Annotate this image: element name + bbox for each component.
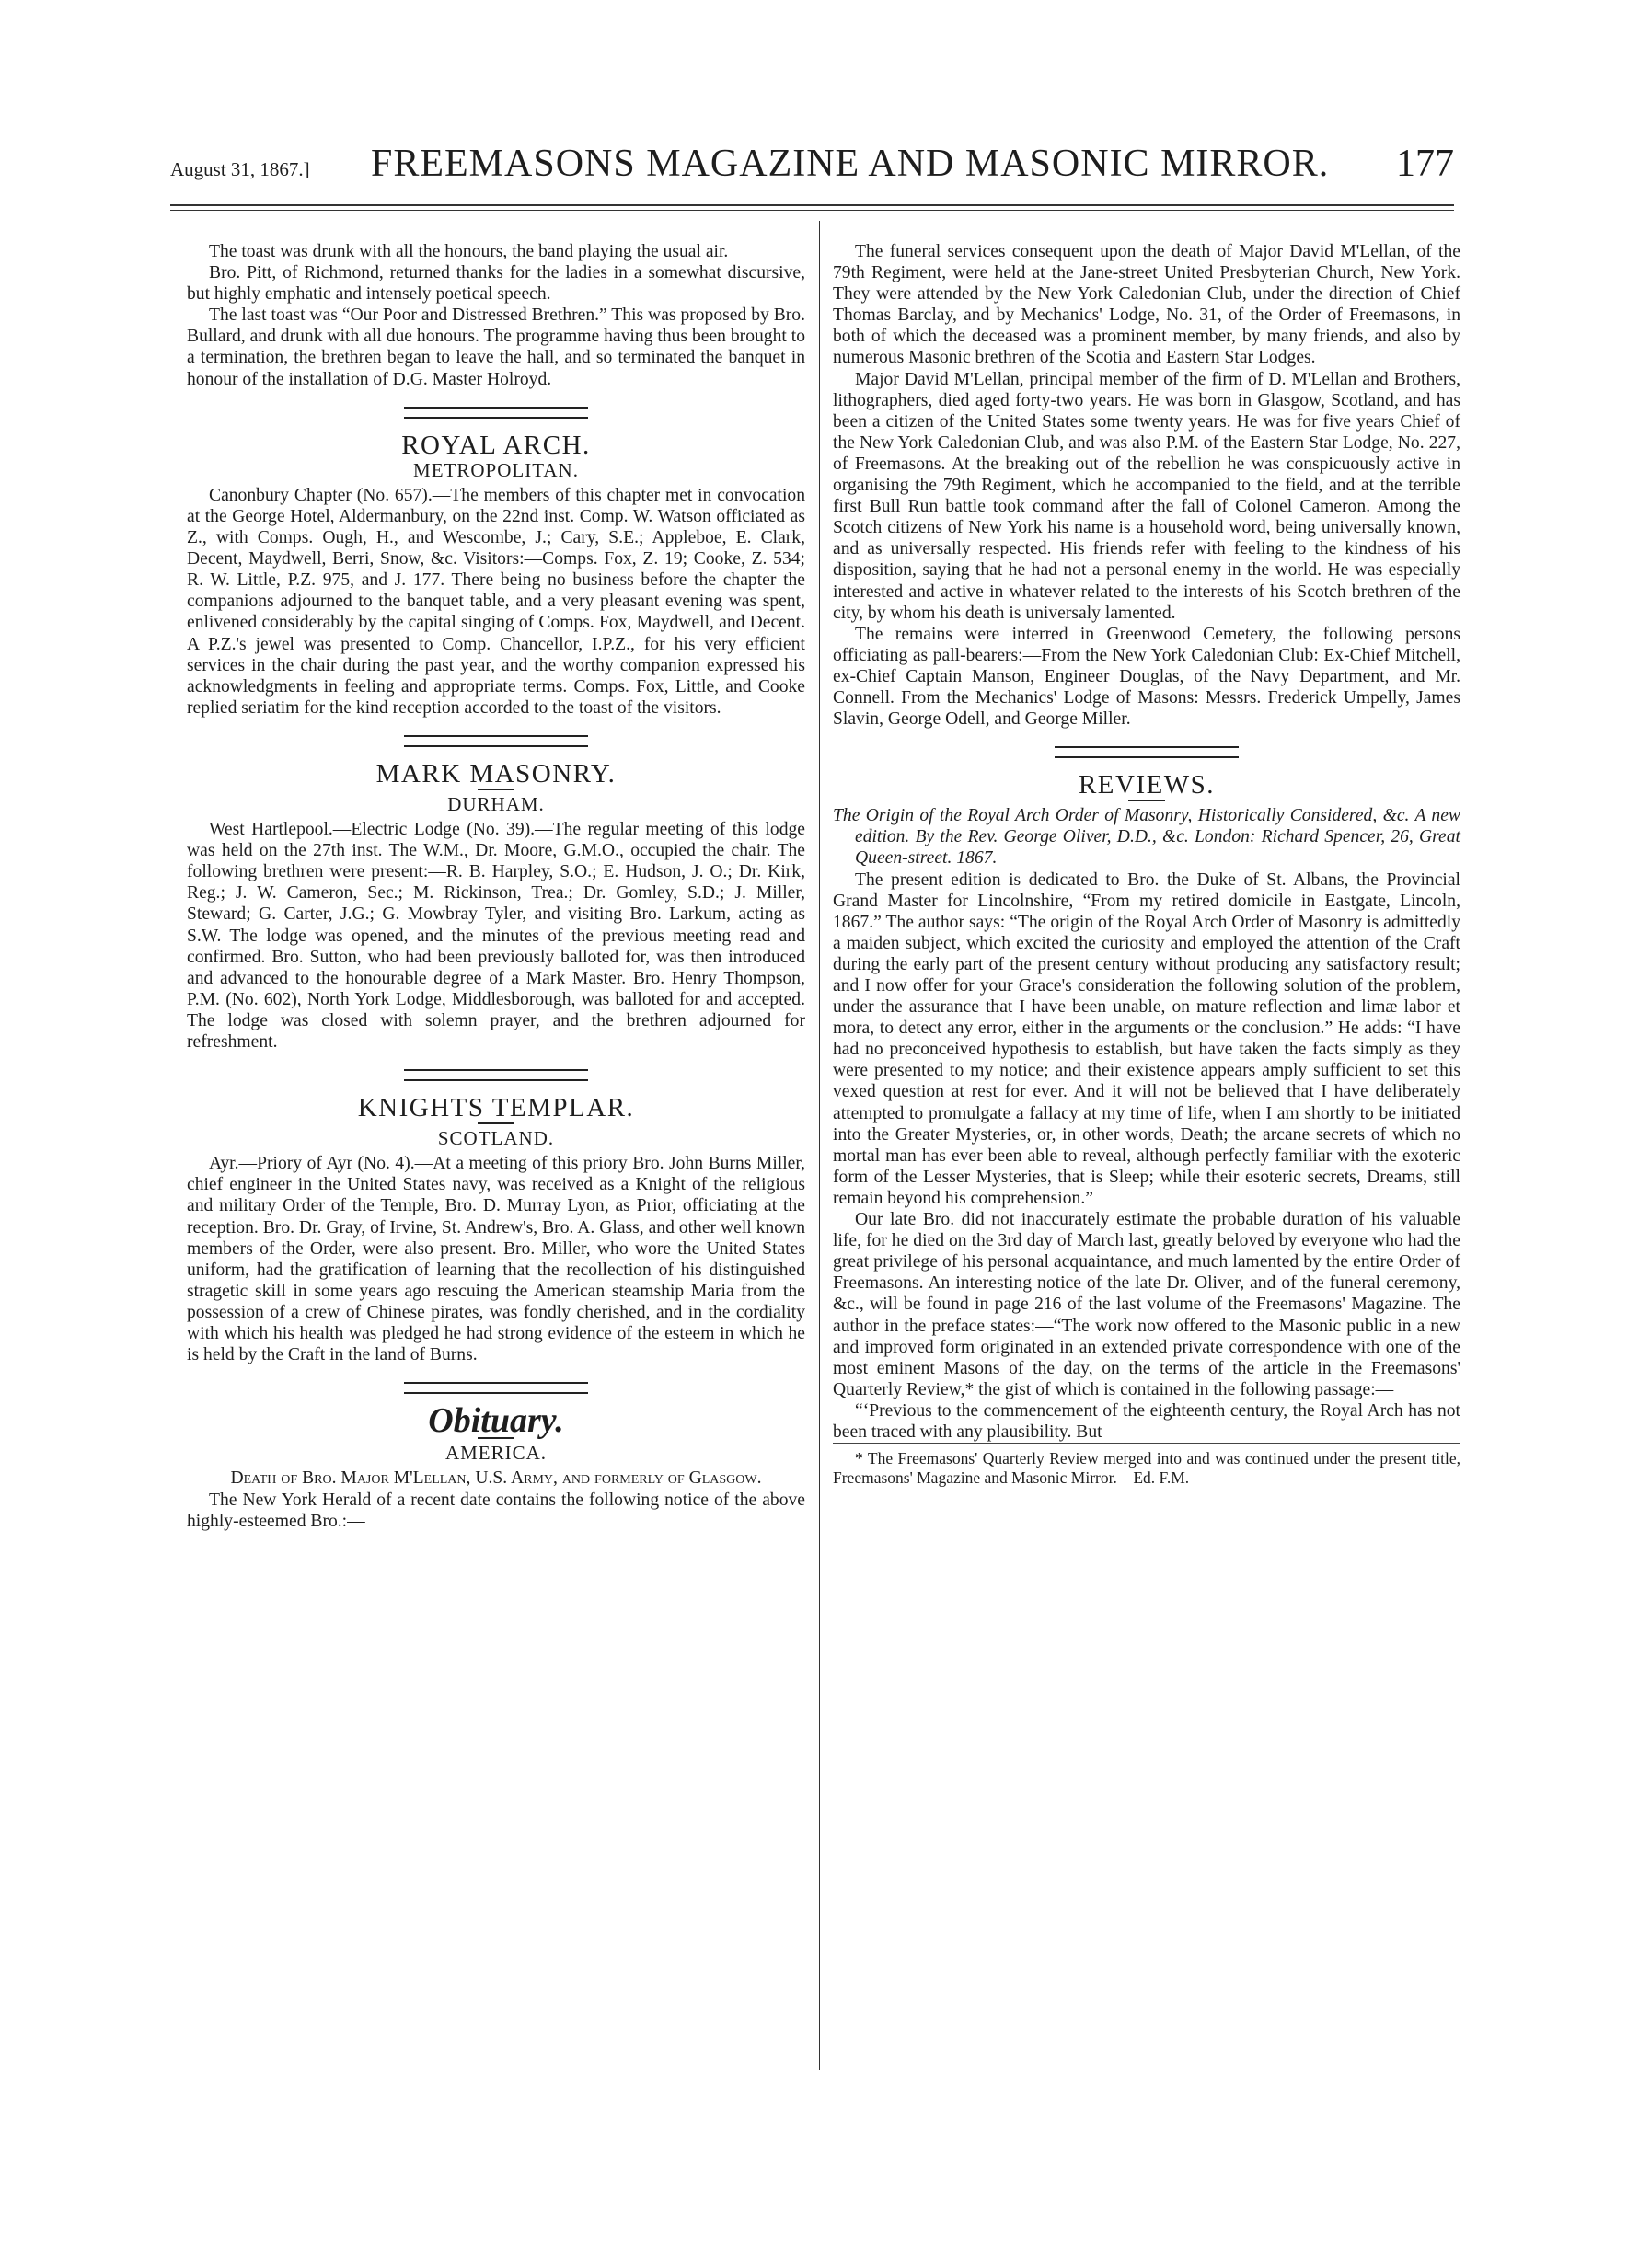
paragraph: “‘Previous to the commencement of the eighteenth century, the Royal Arch has not been traced with any plausibility. But	[833, 1400, 1460, 1442]
section-heading: ROYAL ARCH.	[401, 430, 591, 460]
section-separator	[1055, 746, 1239, 758]
paragraph: The present edition is dedicated to Bro. the Duke of St. Albans, the Provincial Grand Master for Lincolnshire, “From my retired domicile in Eastgate, Lincoln, 1867.” The author says: “The origin of the Royal Arch Order of Masonry is admittedly a maiden subject, which excited the curiosity and employed the attention of the Craft during the early part of the present century without producing any satisfactory result; and I now offer for your Grace's consideration the following solution of the problem, under the assurance that I have been unable, on mature reflection and limæ labor et mora, to detect any error, either in the arguments or the conclusion.” He adds: “I have had no preconceived hypothesis to establish, but have taken the facts simply as they were presented to my notice; and their existence appears amply sufficient to set this vexed question at rest for ever. And it will not be believed that I have deliberately attempted to promulgate a fallacy at my time of life, when I am shortly to be initiated into the Greater Mysteries, or, in other words, Death; the arcane secrets of which no mortal man has ever been able to reveal, although perfectly familiar with the exoteric form of the Lesser Mysteries, that is Sleep; while their esoteric secrets, Dreams, still remain beyond his comprehension.”	[833, 869, 1460, 1208]
section-heading: Obituary.	[428, 1401, 564, 1441]
short-rule	[478, 1122, 514, 1124]
issue-date: August 31, 1867.]	[170, 158, 310, 180]
paragraph: West Hartlepool.—Electric Lodge (No. 39).—The regular meeting of this lodge was held on the 27th inst. The W.M., Dr. Moore, G.M.O., occupied the chair. The following brethren were present:—R. B. Harpley, S.O.; E. Hudson, J. O.; Dr. Kirk, Reg.; J. W. Cameron, Sec.; M. Rickinson, Trea.; Dr. Gomley, S.D.; J. Miller, Steward; G. Carter, J.G.; G. Mowbray Tyler, and visiting Bro. Larkum, acting as S.W. The lodge was opened, and the minutes of the previous meeting read and confirmed. Bro. Sutton, who had been previously balloted for, was then introduced and advanced to the honourable degree of a Mark Master. Bro. Henry Thompson, P.M. (No. 602), North York Lodge, Middlesborough, was balloted for and accepted. The lodge was closed with solemn prayer, and the brethren adjourned for refreshment.	[187, 820, 805, 1052]
section-separator	[404, 407, 588, 419]
paragraph: Our late Bro. did not inaccurately estimate the probable duration of his valuable life, for he died on the 3rd day of March last, greatly beloved by everyone who had the great privilege of his personal acquaintance, and much lamented by the entire Order of Freemasons. An interesting notice of the late Dr. Oliver, and of the funeral ceremony, &c., will be found in page 216 of the last volume of the Freemasons' Magazine. The author in the preface states:—“The work now offered to the Masonic public in a new and improved form originated in an extended private correspondence with one of the most eminent Masons of the day, on the terms of the article in the Freemasons' Quarterly Review,* the gist of which is contained in the following passage:—	[833, 1210, 1460, 1399]
paragraph: The New York Herald of a recent date contains the following notice of the above highly-esteemed Bro.:—	[187, 1490, 805, 1531]
paragraph: Bro. Pitt, of Richmond, returned thanks for the ladies in a somewhat discursive, but highly emphatic and intensely poetical speech.	[187, 263, 805, 305]
section-subheading: DURHAM.	[447, 792, 545, 815]
section-subheading: METROPOLITAN.	[413, 458, 579, 481]
section-separator	[404, 735, 588, 747]
section-separator	[404, 1382, 588, 1394]
header-rule-bottom	[170, 210, 1454, 211]
section-separator	[404, 1069, 588, 1081]
obituary-title: Death of Bro. Major M'Lellan, U.S. Army, and formerly of Glasgow.	[230, 1468, 762, 1489]
section-heading: REVIEWS.	[1078, 770, 1216, 800]
paragraph: The last toast was “Our Poor and Distressed Brethren.” This was proposed by Bro. Bullard, and drunk with all due honours. The programme having thus been brought to a termination, the brethren began to leave the hall, and so terminated the banquet in honour of the installation of D.G. Master Holroyd.	[187, 305, 805, 389]
short-rule	[1128, 800, 1165, 801]
page-header	[170, 138, 1454, 195]
page-number: 177	[1396, 143, 1454, 185]
header-rule-top	[170, 204, 1454, 206]
paragraph: Major David M'Lellan, principal member of the firm of D. M'Lellan and Brothers, lithographers, died aged forty-two years. He was born in Glasgow, Scotland, and has been a citizen of the United States some twenty years. He was for five years Chief of the New York Caledonian Club, and was also P.M. of the Eastern Star Lodge, No. 227, of Freemasons. At the breaking out of the rebellion he was conspicuously active in organising the 79th Regiment, which he accompanied to the field, and at the terrible first Bull Run battle took command after the fall of Colonel Cameron. Among the Scotch citizens of New York his name is a household word, being universally known, and as universally respected. His friends refer with feeling to the kindness of his disposition, saying that he had not a personal enemy in the world. He was especially interested and active in whatever related to the interests of his Scotch brethren of the city, by whom his death is universaly lamented.	[833, 369, 1460, 623]
right-column	[833, 241, 1460, 1488]
paragraph: The funeral services consequent upon the death of Major David M'Lellan, of the 79th Regiment, were held at the Jane-street United Presbyterian Church, New York. They were attended by the New York Caledonian Club, under the direction of Chief Thomas Barclay, and by Mechanics' Lodge, No. 31, of the Order of Freemasons, in both of which the deceased was a prominent member, by many friends, and also by numerous Masonic brethren of the Scotia and Eastern Star Lodges.	[833, 242, 1460, 368]
short-rule	[478, 789, 514, 790]
section-subheading: AMERICA.	[444, 1442, 548, 1465]
paragraph: Canonbury Chapter (No. 657).—The members of this chapter met in convocation at the George Hotel, Aldermanbury, on the 22nd inst. Comp. W. Watson officiated as Z., with Comps. Ough, H., and Wescombe, J.; Cary, S.E.; Appleboe, E. Clark, Decent, Maydwell, Berri, Snow, &c. Visitors:—Comps. Fox, Z. 19; Cooke, Z. 534; R. W. Little, P.Z. 975, and J. 177. There being no business before the chapter the companions adjourned to the banquet table, and a very pleasant evening was spent, enlivened considerably by the capital singing of Comps. Fox, Maydwell, and Decent. A P.Z.'s jewel was presented to Comp. Chancellor, I.P.Z., for his very efficient services in the chair during the past year, and the worthy companion expressed his acknowledgments in feeling and appropriate terms. Comps. Fox, Little, and Cooke replied seriatim for the kind reception accorded to the toast of the visitors.	[187, 485, 805, 718]
section-subheading: SCOTLAND.	[437, 1127, 555, 1150]
left-column	[187, 241, 805, 1532]
paragraph: Ayr.—Priory of Ayr (No. 4).—At a meeting of this priory Bro. John Burns Miller, chief engineer in the United States navy, was received as a Knight of the religious and military Order of the Temple, Bro. D. Murray Lyon, as Prior, officiating at the reception. Bro. Dr. Gray, of Irvine, St. Andrew's, Bro. A. Glass, and other well known members of the Order, were also present. Bro. Miller, who wore the United States uniform, had the gratification of learning that the recollection of his distinguished stragetic skill in some years ago rescuing the American steamship Maria from the possession of a crew of Chinese pirates, was fondly cherished, and in the cordiality with which his health was pledged he had strong evidence of the esteem in which he is held by the Craft in the land of Burns.	[187, 1154, 805, 1365]
section-heading: MARK MASONRY.	[375, 758, 617, 789]
book-citation: The Origin of the Royal Arch Order of Masonry, Historically Considered, &c. A new edition. By the Rev. George Oliver, D.D., &c. London: Richard Spencer, 26, Great Queen-street. 1867.	[833, 806, 1460, 869]
paragraph: The remains were interred in Greenwood Cemetery, the following persons officiating as pall-bearers:—From the New York Caledonian Club: Ex-Chief Mitchell, ex-Chief Captain Manson, Engineer Douglas, of the Navy Department, and Mr. Connell. From the Mechanics' Lodge of Masons: Messrs. Frederick Umpelly, James Slavin, George Odell, and George Miller.	[833, 624, 1460, 730]
column-divider	[819, 221, 820, 2070]
paragraph: The toast was drunk with all the honours, the band playing the usual air.	[209, 242, 729, 261]
magazine-title: FREEMASONS MAGAZINE AND MASONIC MIRROR.	[371, 143, 1330, 185]
section-heading: KNIGHTS TEMPLAR.	[357, 1093, 635, 1123]
footnote: * The Freemasons' Quarterly Review merged into and was continued under the present title, Freemasons' Magazine and Masonic Mirror.—Ed. F.M.	[833, 1443, 1460, 1488]
